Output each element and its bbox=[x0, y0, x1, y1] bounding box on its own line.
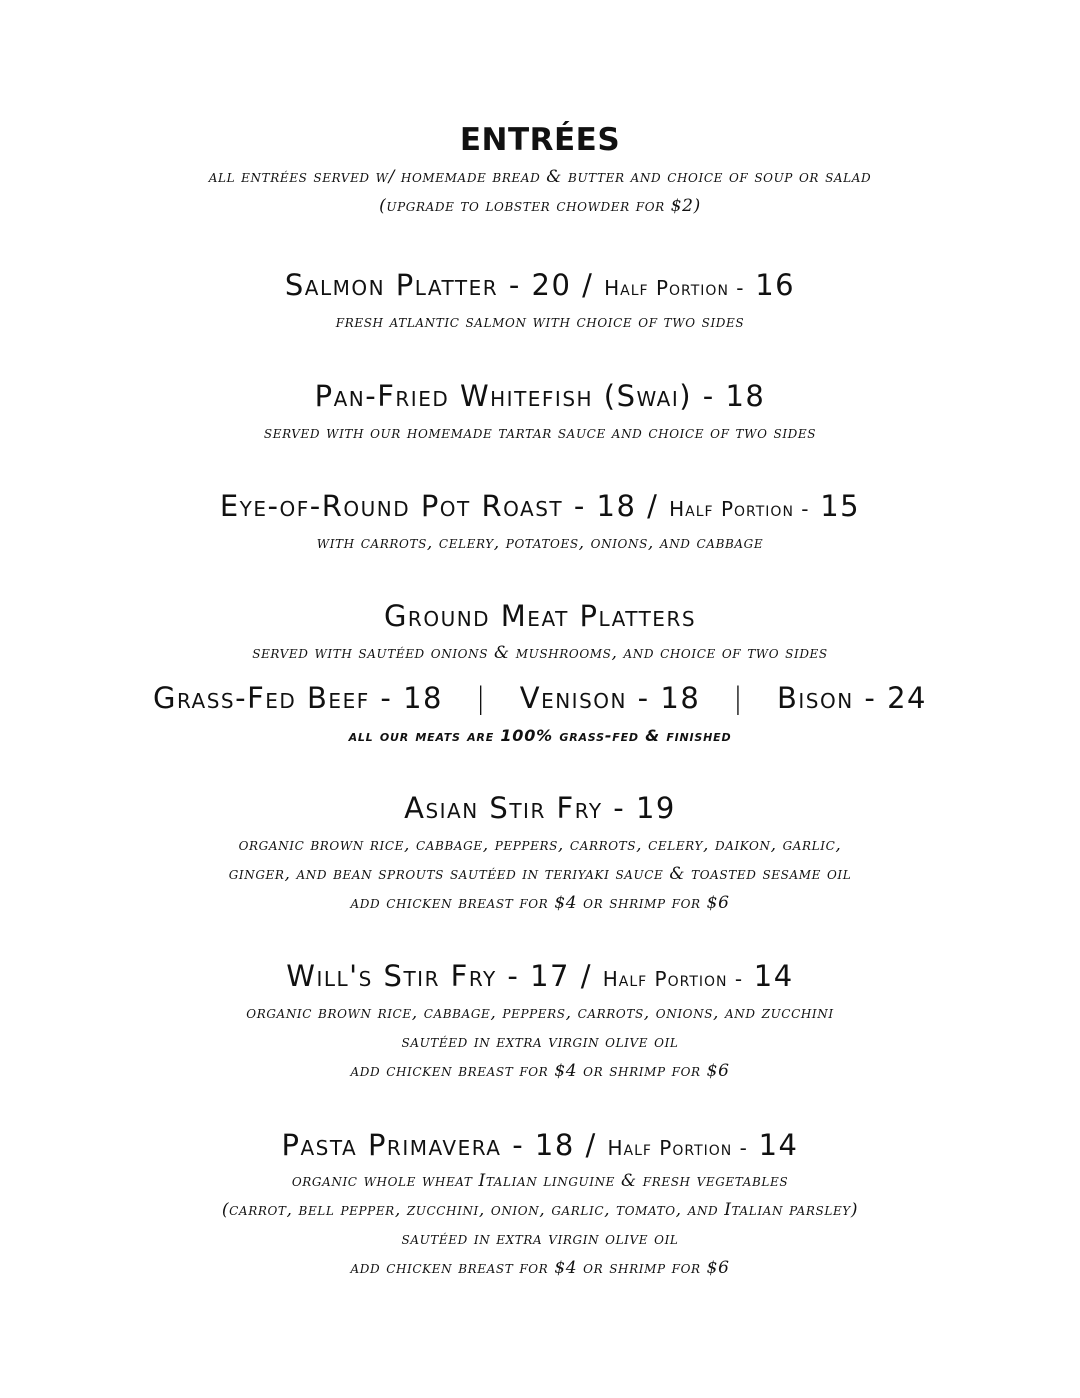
description-line: ginger, and bean sprouts sautéed in teriyaki sauce & toasted sesame oil bbox=[228, 864, 852, 884]
description-line: add chicken breast for $4 or shrimp for $6 bbox=[350, 893, 730, 913]
option-separator: | bbox=[733, 681, 745, 715]
description-line: organic whole wheat Italian linguine & fresh vegetables bbox=[291, 1171, 789, 1191]
item-description bbox=[0, 1167, 1080, 1283]
description-line: add chicken breast for $4 or shrimp for $6 bbox=[350, 1258, 730, 1278]
menu-item-ground-meat: Ground Meat Platters bbox=[383, 599, 697, 633]
menu-item-salmon bbox=[0, 268, 1080, 302]
description-line: add chicken breast for $4 or shrimp for $6 bbox=[350, 1061, 730, 1081]
item-description bbox=[0, 831, 1080, 918]
meat-sourcing-note: all our meats are 100% grass-fed & finished bbox=[348, 726, 732, 745]
half-portion-price: 16 bbox=[755, 268, 796, 302]
item-name-price: Pasta Primavera - 18 / bbox=[281, 1128, 597, 1162]
option-bison: Bison - 24 bbox=[777, 681, 927, 715]
menu-item-pasta-primavera bbox=[0, 1128, 1080, 1162]
description-line: organic brown rice, cabbage, peppers, carrots, celery, daikon, garlic, bbox=[238, 835, 842, 855]
item-name-price: Will's Stir Fry - 17 / bbox=[286, 959, 592, 993]
option-separator: | bbox=[475, 681, 488, 715]
header-subtitle: all entrées served w/ homemade bread & butter and choice of soup or salad bbox=[208, 167, 872, 187]
half-portion-price: 14 bbox=[753, 959, 794, 993]
item-description bbox=[0, 999, 1080, 1086]
option-venison: Venison - 18 bbox=[519, 681, 701, 715]
menu-item-whitefish: Pan-Fried Whitefish (Swai) - 18 bbox=[314, 379, 766, 413]
description-line: organic brown rice, cabbage, peppers, carrots, onions, and zucchini bbox=[246, 1003, 834, 1023]
menu-item-pot-roast bbox=[0, 489, 1080, 523]
menu-item-wills-stir-fry bbox=[0, 959, 1080, 993]
half-portion-price: 15 bbox=[820, 489, 861, 523]
item-description: served with our homemade tartar sauce and choice of two sides bbox=[263, 423, 817, 443]
item-description: with carrots, celery, potatoes, onions, and cabbage bbox=[316, 533, 764, 553]
option-beef: Grass-Fed Beef - 18 bbox=[153, 681, 444, 715]
description-line: sautéed in extra virgin olive oil bbox=[401, 1032, 679, 1052]
half-portion-label: Half Portion - bbox=[602, 967, 744, 991]
half-portion-label: Half Portion - bbox=[669, 497, 810, 521]
half-portion-label: Half Portion - bbox=[607, 1136, 748, 1160]
half-portion-price: 14 bbox=[758, 1128, 799, 1162]
page-title: ENTRÉES bbox=[459, 122, 621, 158]
description-line: (carrot, bell pepper, zucchini, onion, garlic, tomato, and Italian parsley) bbox=[221, 1200, 859, 1220]
item-name-price: Eye-of-Round Pot Roast - 18 / bbox=[219, 489, 659, 523]
item-description: served with sautéed onions & mushrooms, and choice of two sides bbox=[252, 643, 828, 663]
half-portion-label: Half Portion - bbox=[604, 276, 745, 300]
item-description: fresh atlantic salmon with choice of two sides bbox=[335, 312, 745, 332]
ground-meat-options bbox=[0, 681, 1080, 715]
item-name-price: Salmon Platter - 20 / bbox=[284, 268, 594, 302]
menu-item-asian-stir-fry: Asian Stir Fry - 19 bbox=[404, 791, 676, 825]
description-line: sautéed in extra virgin olive oil bbox=[401, 1229, 679, 1249]
header-upgrade-note: (upgrade to lobster chowder for $2) bbox=[379, 196, 701, 216]
